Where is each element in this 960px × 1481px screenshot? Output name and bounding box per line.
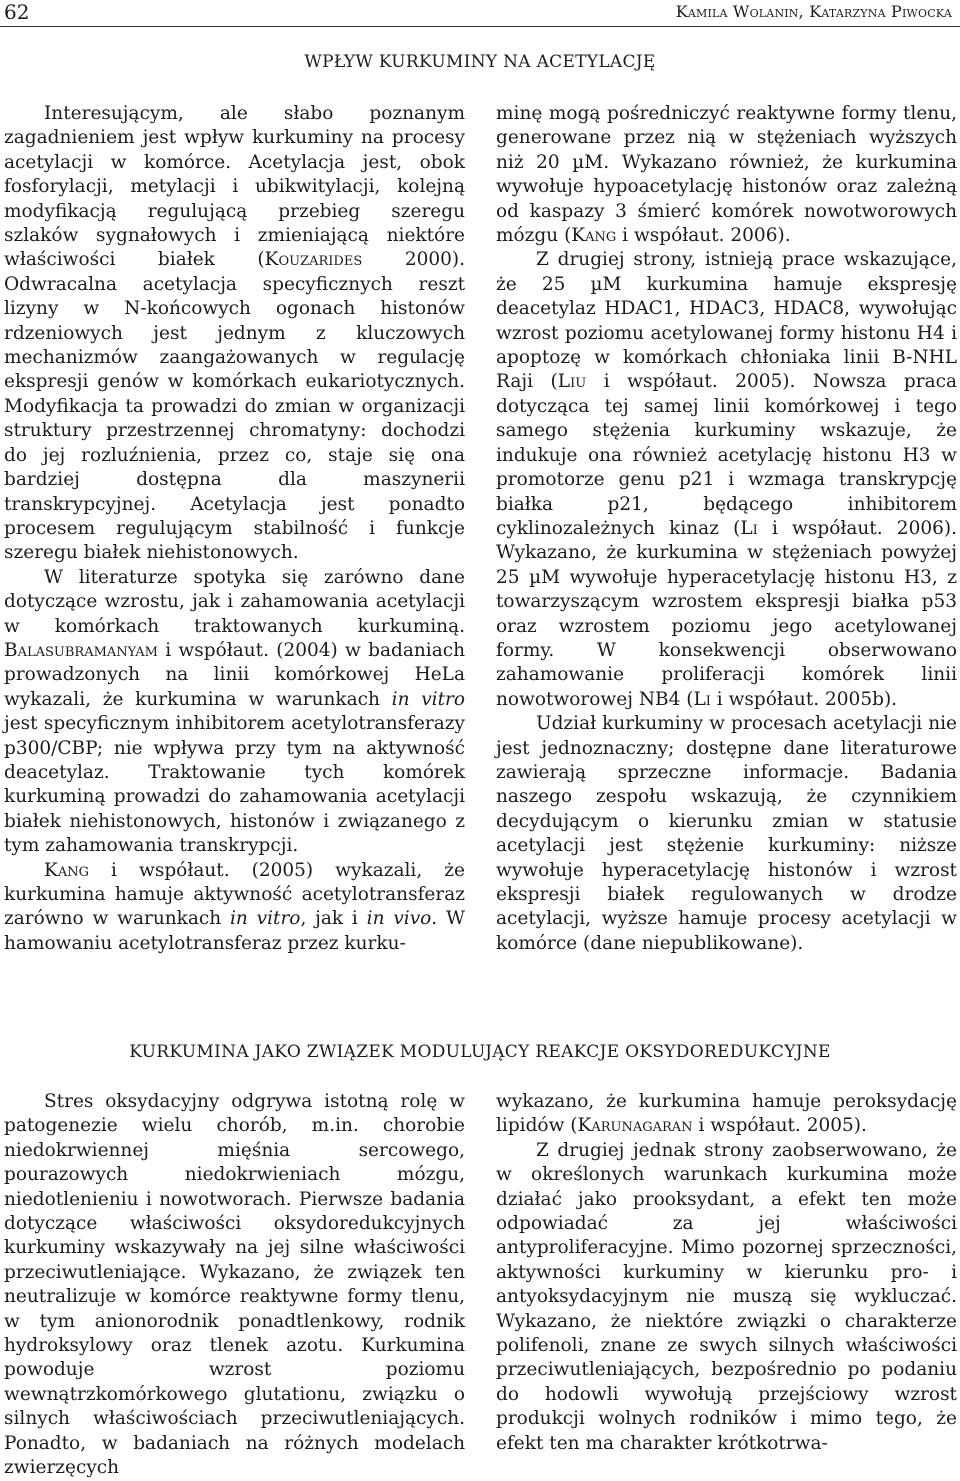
- citation: Kang: [44, 859, 89, 881]
- paragraph: W literaturze spotyka się zarówno dane dotyczące wzrostu, jak i zahamowania acetylacji w komórkach traktowanych kurkuminą. Balasubramanyam i współaut. (2004) w badaniach prowadzonych na linii komórkowej HeLa wykazali, że kurkumina w warunkach in vitro jest specyficznym inhibitorem acetylotransferazy p300/CBP; nie wpływa przy tym na aktywność deacetylaz. Traktowanie tych komórek kurkuminą prowadzi do zahamowania acetylacji białek niehistonowych, histonów i związanego z tym zahamowania transkrypcji.: [4, 566, 465, 857]
- section1-right-column: [496, 102, 957, 956]
- paragraph: Z drugiej strony, istnieją prace wskazujące, że 25 µM kurkumina hamuje ekspresję deacetylaz HDAC1, HDAC3, HDAC8, wywołując wzrost poziomu acetylowanej formy histonu H4 i apoptozę w komórkach chłoniaka linii B-NHL Raji (Liu i współaut. 2005). Nowsza praca dotycząca tej samej linii komórkowej i tego samego stężenia kurkuminy wskazuje, że indukuje ona również acetylację histonu H3 w promotorze genu p21 i wzmaga transkrypcję białka p21, będącego inhibitorem cyklinozależnych kinaz (Li i współaut. 2006). Wykazano, że kurkumina w stężeniach powyżej 25 µM wywołuje hyperacetylację histonu H3, z towarzyszącym wzrostem ekspresji białka p53 oraz wzrostem poziomu jego acetylowanej formy. W konsekwencji obserwowano zahamowanie proliferacji komórek linii nowotworowej NB4 (Li i współaut. 2005b).: [496, 249, 957, 710]
- page-header: [0, 0, 960, 26]
- paragraph: wykazano, że kurkumina hamuje peroksydację lipidów (Karunagaran i współaut. 2005).: [496, 1091, 957, 1137]
- section1-left-column: [4, 102, 465, 956]
- paragraph: Kang i współaut. (2005) wykazali, że kurkumina hamuje aktywność acetylotransferaz zarówno w warunkach in vitro, jak i in vivo. W hamowaniu acetylotransferaz przez kurku-: [4, 859, 465, 954]
- section2-right-column: [496, 1090, 957, 1456]
- section2-left-column: [4, 1090, 465, 1481]
- header-rule: [0, 26, 960, 27]
- citation: Balasubramanyam: [4, 639, 158, 661]
- citation: Kouzarides: [264, 249, 363, 271]
- paragraph: Stres oksydacyjny odgrywa istotną rolę w patogenezie wielu chorób, m.in. chorobie niedokrwiennej mięśnia sercowego, pourazowych niedokrwieniach mózgu, niedotlenieniu i nowotworach. Pierwsze badania dotyczące właściwości oksydoredukcyjnych kurkuminy wskazywały na jej silne właściwości przeciwutleniające. Wykazano, że związek ten neutralizuje w komórce reaktywne formy tlenu, w tym anionorodnik ponadtlenkowy, rodnik hydroksylowy oraz tlenek azotu. Kurkumina powoduje wzrost poziomu wewnątrzkomórkowego glutationu, związku o silnych właściwościach przeciwutleniających. Ponadto, w badaniach na różnych modelach zwierzęcych: [4, 1091, 465, 1479]
- paragraph: Udział kurkuminy w procesach acetylacji nie jest jednoznaczny; dostępne dane literaturowe zawierają sprzeczne informacje. Badania naszego zespołu wskazują, że czynnikiem decydującym o kierunku zmian w statusie acetylacji jest stężenie kurkuminy: niższe wywołuje hyperacetylację histonów i wzrost ekspresji białek regulowanych w drodze acetylacji, wyższe hamuje procesy acetylacji w komórce (dane niepublikowane).: [496, 713, 957, 954]
- section-title-acetylation: WPŁYW KURKUMINY NA ACETYLACJĘ: [304, 52, 656, 72]
- citation: Liu: [557, 371, 587, 393]
- running-title: Kamila Wolanin, Katarzyna Piwocka: [675, 2, 952, 21]
- paragraph: Interesującym, ale słabo poznanym zagadnieniem jest wpływ kurkuminy na procesy acetylacji w komórce. Acetylacja jest, obok fosforylacji, metylacji i ubikwitylacji, kolejną modyfikacją regulującą przebieg szeregu szlaków sygnałowych i zmieniającą niektóre właściwości białek (Kouzarides 2000). Odwracalna acetylacja specyficznych reszt lizyny w N-końcowych ogonach histonów rdzeniowych jest jednym z kluczowych mechanizmów zaangażowanych w regulację ekspresji genów w komórkach eukariotycznych. Modyfikacja ta prowadzi do zmian w organizacji struktury przestrzennej chromatyny: dochodzi do jej rozluźnienia, przez co, staje się ona bardziej dostępna dla maszynerii transkrypcyjnej. Acetylacja jest ponadto procesem regulującym stabilność i funkcje szeregu białek niehistonowych.: [4, 103, 465, 564]
- citation: Li: [740, 517, 758, 539]
- citation: Kang: [571, 225, 617, 247]
- citation: Li: [693, 688, 711, 710]
- citation: Karunagaran: [577, 1115, 693, 1137]
- paragraph: minę mogą pośredniczyć reaktywne formy tlenu, generowane przez nią w stężeniach wyższych niż 20 µM. Wykazano również, że kurkumina wywołuje hypoacetylację histonów oraz zależną od kaspazy 3 śmierć komórek nowotworowych mózgu (Kang i współaut. 2006).: [496, 103, 957, 247]
- page-number: 62: [4, 0, 30, 24]
- section-title-redox: KURKUMINA JAKO ZWIĄZEK MODULUJĄCY REAKCJE OKSYDOREDUKCYJNE: [129, 1042, 831, 1062]
- paragraph: Z drugiej jednak strony zaobserwowano, że w określonych warunkach kurkumina może działać jako prooksydant, a efekt ten może odpowiadać za jej właściwości antyproliferacyjne. Mimo pozornej sprzeczności, aktywności kurkuminy w kierunku pro- i antyoksydacyjnym nie muszą się wykluczać. Wykazano, że niektóre związki o charakterze polifenoli, znane ze swych silnych właściwości przeciwutleniających, bezpośrednio po podaniu do hodowli wywołują przejściowy wzrost produkcji wolnych rodników i mimo tego, że efekt ten ma charakter krótkotrwa-: [496, 1139, 957, 1454]
